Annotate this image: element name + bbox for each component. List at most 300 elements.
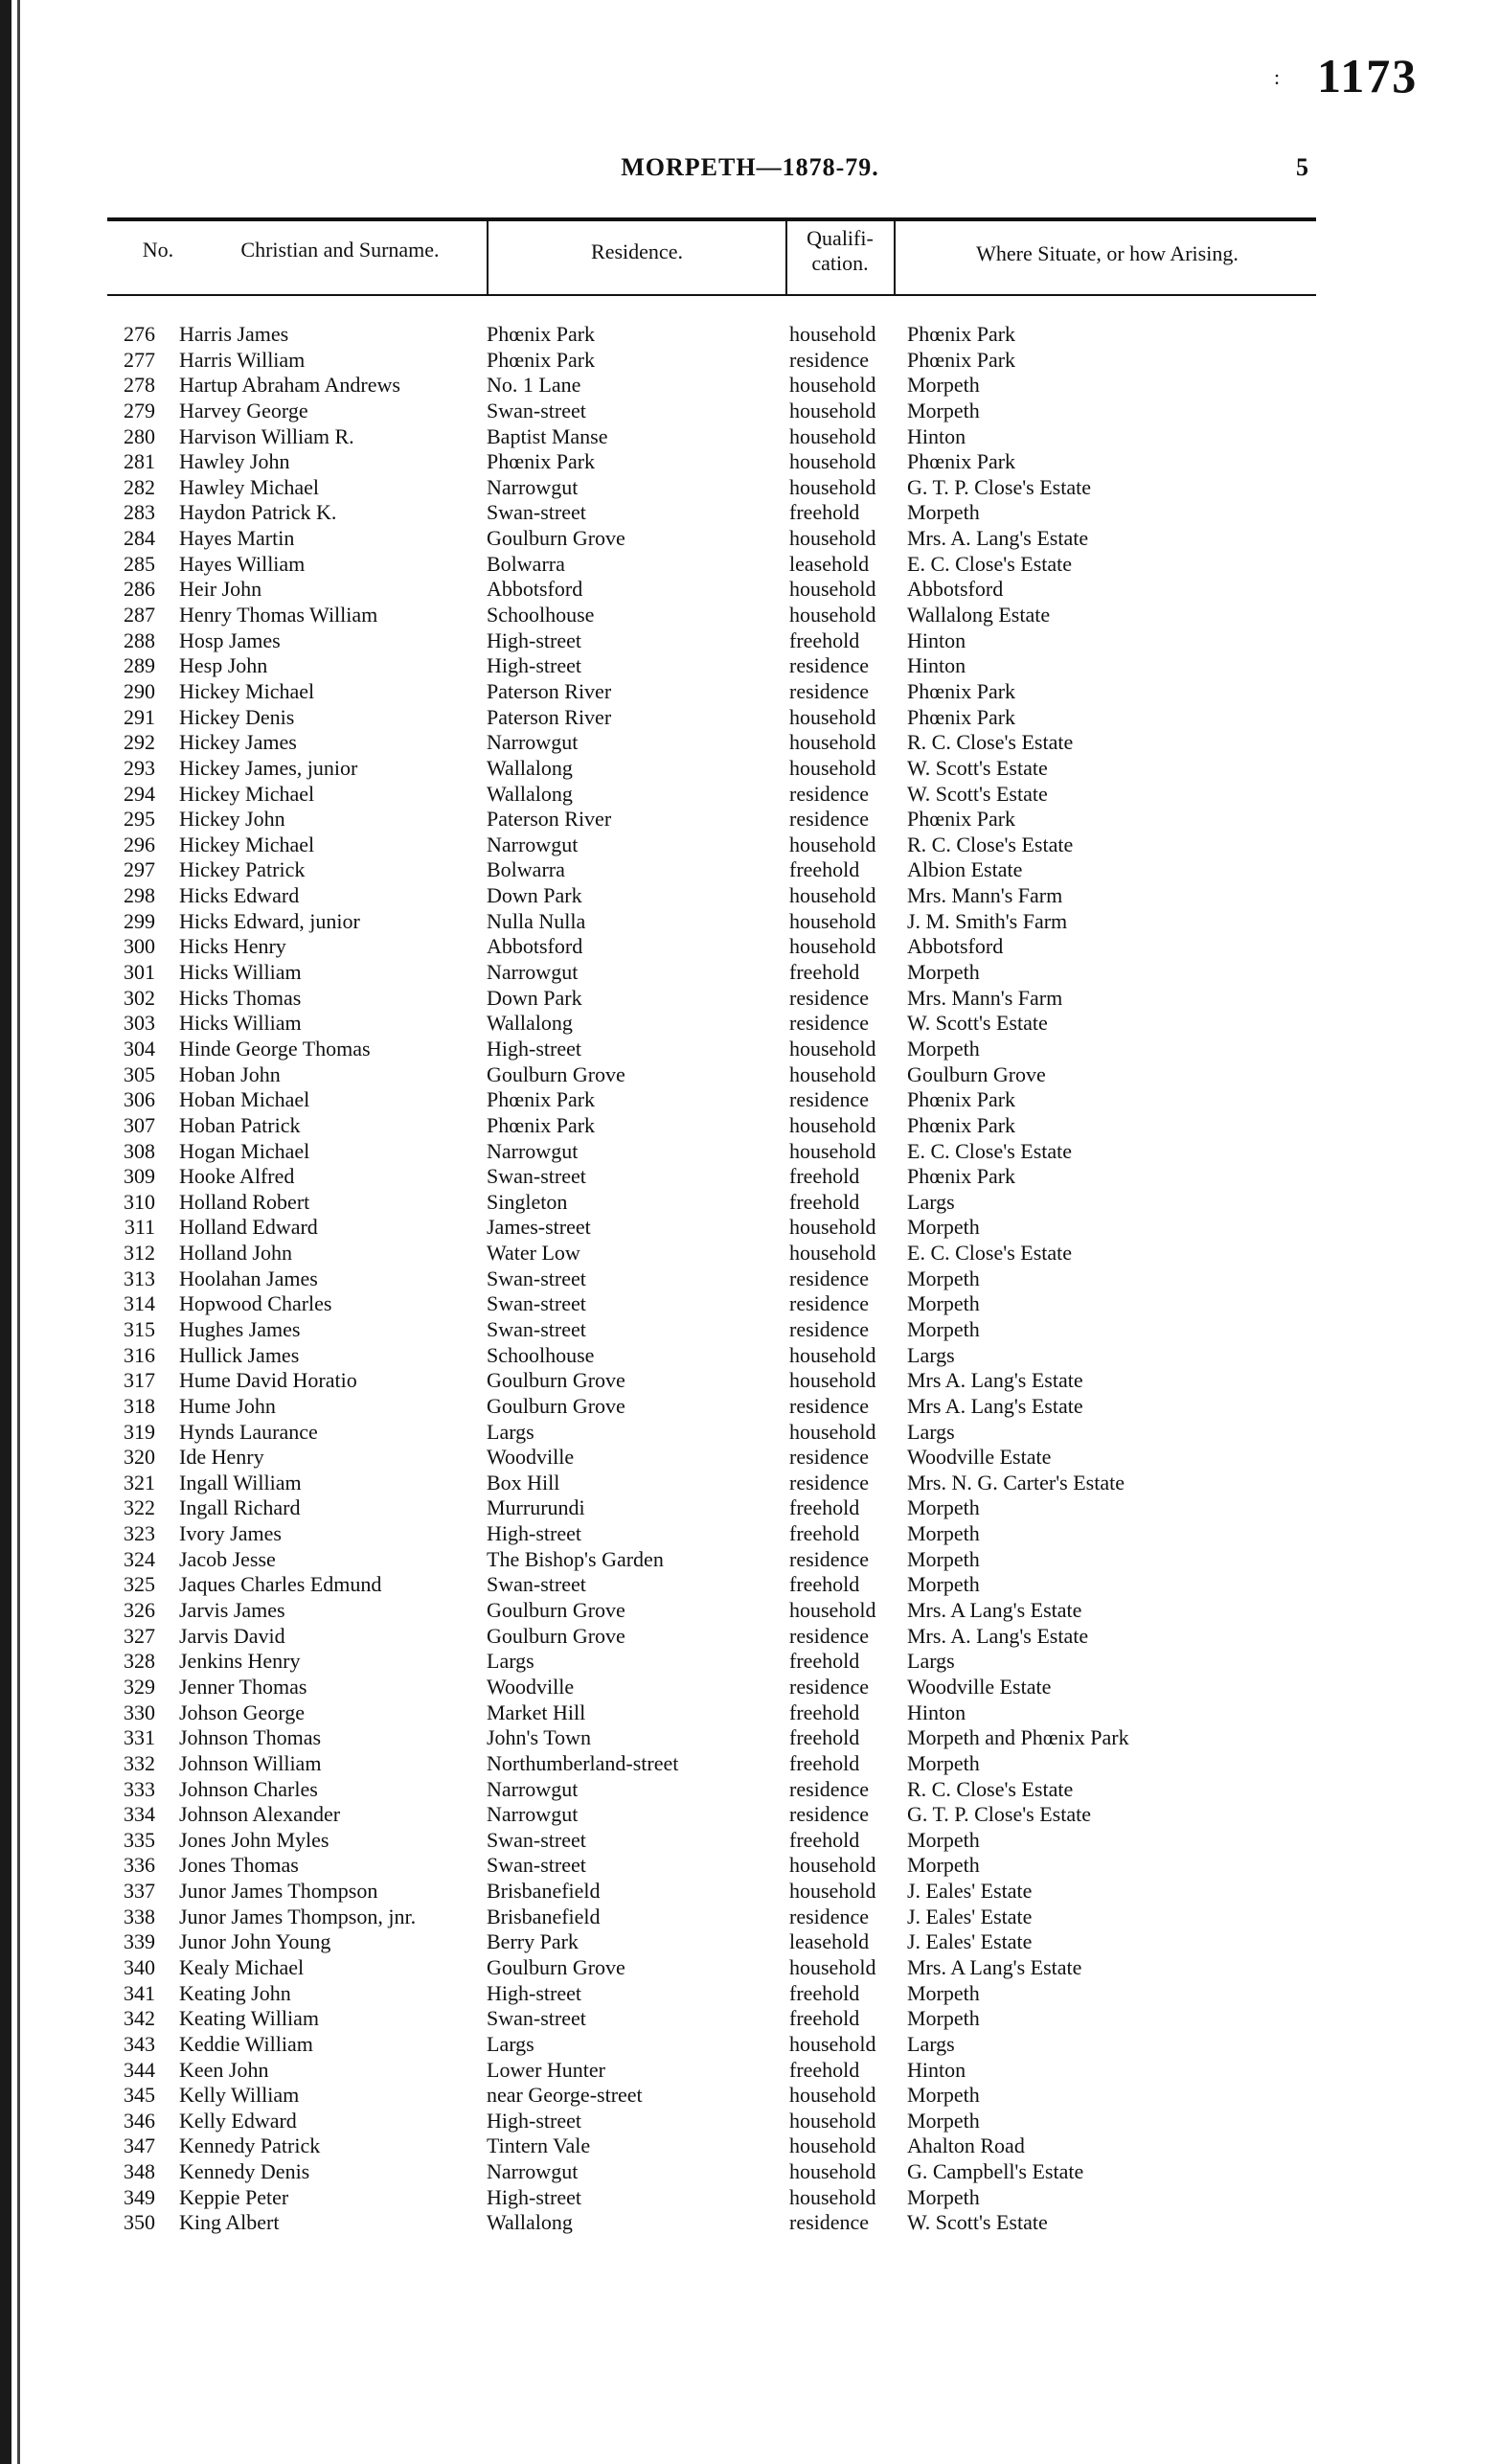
entry-number: 300 <box>124 934 155 959</box>
table-row <box>0 399 1500 424</box>
entry-qualification: household <box>789 1853 876 1878</box>
entry-residence: Wallalong <box>487 2210 573 2235</box>
table-row <box>0 1394 1500 1420</box>
table-row <box>0 1037 1500 1062</box>
entry-qualification: freehold <box>789 1189 860 1214</box>
entry-name: Hickey James, junior <box>179 755 358 780</box>
entry-residence: High-street <box>487 627 581 652</box>
entry-residence: Goulburn Grove <box>487 1368 625 1393</box>
entry-number: 276 <box>124 322 155 346</box>
entry-name: Hoban Michael <box>179 1087 310 1112</box>
entry-residence: Wallalong <box>487 781 573 806</box>
table-row <box>0 1317 1500 1343</box>
entry-number: 302 <box>124 985 155 1010</box>
entry-where-situate: Morpeth <box>907 1853 980 1878</box>
entry-residence: Goulburn Grove <box>487 526 625 551</box>
entry-qualification: freehold <box>789 1980 860 2005</box>
entry-where-situate: Morpeth <box>907 1750 980 1775</box>
entry-number: 335 <box>124 1827 155 1852</box>
entry-name: Haydon Patrick K. <box>179 500 337 525</box>
entry-name: Hickey Michael <box>179 832 315 856</box>
entry-residence: Down Park <box>487 985 582 1010</box>
table-row <box>0 1087 1500 1113</box>
table-row <box>0 1215 1500 1241</box>
entry-name: Hume John <box>179 1393 276 1418</box>
entry-residence: Tintern Vale <box>487 2133 591 2158</box>
entry-name: Hickey Patrick <box>179 857 306 882</box>
entry-where-situate: Morpeth <box>907 500 980 525</box>
entry-qualification: residence <box>789 1393 870 1418</box>
entry-name: Junor James Thompson, jnr. <box>179 1904 417 1928</box>
table-row <box>0 1420 1500 1446</box>
entry-name: Hickey Michael <box>179 678 315 703</box>
table-row <box>0 909 1500 935</box>
entry-qualification: freehold <box>789 960 860 985</box>
entry-where-situate: Morpeth <box>907 1521 980 1546</box>
table-row <box>0 1572 1500 1598</box>
entry-residence: No. 1 Lane <box>487 373 581 398</box>
entry-name: Holland Edward <box>179 1215 318 1240</box>
entry-name: Kennedy Denis <box>179 2159 310 2184</box>
entry-qualification: residence <box>789 1776 870 1801</box>
entry-number: 339 <box>124 1929 155 1954</box>
table-row <box>0 322 1500 348</box>
entry-qualification: residence <box>789 985 870 1010</box>
entry-residence: John's Town <box>487 1725 591 1750</box>
entry-residence: Market Hill <box>487 1700 586 1724</box>
entry-residence: Goulburn Grove <box>487 1955 625 1979</box>
entry-residence: Brisbanefield <box>487 1904 601 1928</box>
table-row <box>0 500 1500 526</box>
table-row <box>0 373 1500 399</box>
entry-residence: Bolwarra <box>487 551 565 576</box>
entry-where-situate: Hinton <box>907 627 966 652</box>
entry-where-situate: Phœnix Park <box>907 704 1016 729</box>
entry-number: 291 <box>124 704 155 729</box>
sheet-number: 5 <box>1296 153 1308 181</box>
entry-name: Keating William <box>179 2006 319 2031</box>
entry-number: 328 <box>124 1649 155 1674</box>
entry-qualification: household <box>789 1036 876 1061</box>
table-row <box>0 1164 1500 1190</box>
entry-residence: Swan-street <box>487 1164 586 1189</box>
entry-qualification: household <box>789 1215 876 1240</box>
table-row <box>0 2159 1500 2185</box>
entry-number: 344 <box>124 2057 155 2082</box>
entry-where-situate: Hinton <box>907 653 966 678</box>
entry-name: Jones Thomas <box>179 1853 299 1878</box>
entry-residence: Box Hill <box>487 1470 560 1494</box>
entry-number: 324 <box>124 1546 155 1571</box>
entry-where-situate: J. Eales' Estate <box>907 1929 1033 1954</box>
entry-number: 349 <box>124 2184 155 2209</box>
table-row <box>0 1471 1500 1496</box>
entry-number: 280 <box>124 423 155 448</box>
entry-where-situate: Albion Estate <box>907 857 1023 882</box>
entry-qualification: residence <box>789 347 870 372</box>
entry-name: Hicks William <box>179 1011 302 1036</box>
entry-where-situate: Woodville Estate <box>907 1445 1052 1470</box>
entry-qualification: household <box>789 934 876 959</box>
entry-where-situate: Morpeth <box>907 1495 980 1520</box>
table-row <box>0 1521 1500 1547</box>
entry-qualification: residence <box>789 678 870 703</box>
table-row <box>0 449 1500 475</box>
entry-residence: Phœnix Park <box>487 347 596 372</box>
entry-qualification: freehold <box>789 1725 860 1750</box>
entry-qualification: leasehold <box>789 1929 870 1954</box>
entry-name: Kelly William <box>179 2083 300 2108</box>
entry-number: 329 <box>124 1674 155 1699</box>
table-row <box>0 1624 1500 1650</box>
entry-number: 321 <box>124 1470 155 1494</box>
entry-name: Jaques Charles Edmund <box>179 1572 382 1597</box>
entry-where-situate: W. Scott's Estate <box>907 1011 1048 1036</box>
entry-qualification: household <box>789 603 876 627</box>
entry-where-situate: Goulburn Grove <box>907 1061 1046 1086</box>
table-row <box>0 1343 1500 1369</box>
entry-name: Jarvis David <box>179 1623 285 1648</box>
entry-where-situate: Morpeth <box>907 1036 980 1061</box>
entry-qualification: household <box>789 322 876 346</box>
entry-where-situate: Abbotsford <box>907 934 1004 959</box>
entry-qualification: household <box>789 908 876 933</box>
entry-name: Ide Henry <box>179 1445 264 1470</box>
entry-number: 310 <box>124 1189 155 1214</box>
entry-qualification: residence <box>789 1623 870 1648</box>
table-row <box>0 1929 1500 1955</box>
entry-number: 332 <box>124 1750 155 1775</box>
entry-residence: Narrowgut <box>487 2159 579 2184</box>
entry-number: 277 <box>124 347 155 372</box>
entry-qualification: residence <box>789 1316 870 1341</box>
entry-where-situate: E. C. Close's Estate <box>907 1241 1073 1266</box>
entry-where-situate: Morpeth <box>907 373 980 398</box>
entry-where-situate: Phœnix Park <box>907 807 1016 832</box>
entry-name: Holland John <box>179 1241 292 1266</box>
table-row <box>0 705 1500 731</box>
entry-residence: The Bishop's Garden <box>487 1546 664 1571</box>
table-row <box>0 1828 1500 1854</box>
entry-name: Hoolahan James <box>179 1266 318 1290</box>
entry-residence: Paterson River <box>487 807 612 832</box>
page-mark: : <box>1274 65 1281 89</box>
entry-where-situate: Largs <box>907 2031 955 2056</box>
table-row <box>0 1190 1500 1216</box>
entry-name: Hayes Martin <box>179 526 295 551</box>
table-row <box>0 730 1500 756</box>
entry-name: Hawley John <box>179 449 290 474</box>
table-row <box>0 1955 1500 1981</box>
table-row <box>0 1853 1500 1879</box>
entry-name: Hughes James <box>179 1316 301 1341</box>
entry-residence: High-street <box>487 2108 581 2133</box>
entry-name: Hartup Abraham Andrews <box>179 373 400 398</box>
entry-where-situate: Phœnix Park <box>907 449 1016 474</box>
entry-residence: Water Low <box>487 1241 580 1266</box>
entry-number: 319 <box>124 1419 155 1444</box>
entry-name: Harris William <box>179 347 306 372</box>
entry-residence: Narrowgut <box>487 960 579 985</box>
entry-qualification: residence <box>789 1904 870 1928</box>
entry-where-situate: Morpeth <box>907 1266 980 1290</box>
entry-number: 289 <box>124 653 155 678</box>
entry-number: 350 <box>124 2210 155 2235</box>
entry-number: 294 <box>124 781 155 806</box>
entry-where-situate: Mrs. Mann's Farm <box>907 985 1063 1010</box>
entry-qualification: residence <box>789 1470 870 1494</box>
table-row <box>0 552 1500 578</box>
entry-qualification: household <box>789 1061 876 1086</box>
entry-residence: Narrowgut <box>487 1802 579 1827</box>
entry-number: 297 <box>124 857 155 882</box>
entry-qualification: residence <box>789 1291 870 1316</box>
entry-name: Hopwood Charles <box>179 1291 332 1316</box>
entry-qualification: freehold <box>789 1827 860 1852</box>
entry-residence: Narrowgut <box>487 832 579 856</box>
entry-name: Johnson Alexander <box>179 1802 341 1827</box>
entry-number: 338 <box>124 1904 155 1928</box>
entry-residence: Goulburn Grove <box>487 1061 625 1086</box>
table-row <box>0 1751 1500 1777</box>
entry-number: 306 <box>124 1087 155 1112</box>
entry-where-situate: Woodville Estate <box>907 1674 1052 1699</box>
entry-qualification: residence <box>789 1674 870 1699</box>
entry-name: Hume David Horatio <box>179 1368 357 1393</box>
entry-qualification: freehold <box>789 1521 860 1546</box>
entry-number: 345 <box>124 2083 155 2108</box>
entry-where-situate: Mrs A. Lang's Estate <box>907 1393 1083 1418</box>
table-row <box>0 2133 1500 2159</box>
entry-residence: Woodville <box>487 1445 575 1470</box>
entry-name: Hogan Michael <box>179 1138 310 1163</box>
entry-number: 326 <box>124 1598 155 1623</box>
entry-where-situate: R. C. Close's Estate <box>907 832 1074 856</box>
entry-residence: Nulla Nulla <box>487 908 586 933</box>
entry-number: 303 <box>124 1011 155 1036</box>
entry-name: Johnson Thomas <box>179 1725 322 1750</box>
table-row <box>0 1598 1500 1624</box>
page-title: MORPETH—1878-79. <box>621 153 879 181</box>
entry-residence: Goulburn Grove <box>487 1393 625 1418</box>
entry-where-situate: Phœnix Park <box>907 347 1016 372</box>
entry-name: Hicks Edward <box>179 883 300 908</box>
entry-residence: High-street <box>487 2184 581 2209</box>
entry-residence: Murrurundi <box>487 1495 585 1520</box>
entry-where-situate: Mrs. A. Lang's Estate <box>907 526 1089 551</box>
entry-qualification: freehold <box>789 1649 860 1674</box>
entry-name: Hoban Patrick <box>179 1112 301 1137</box>
entry-name: Hesp John <box>179 653 268 678</box>
table-row <box>0 1981 1500 2007</box>
entry-residence: Paterson River <box>487 678 612 703</box>
entry-qualification: household <box>789 755 876 780</box>
entry-qualification: residence <box>789 781 870 806</box>
entry-where-situate: Phœnix Park <box>907 1164 1016 1189</box>
entry-name: Hickey John <box>179 807 285 832</box>
entry-name: Kealy Michael <box>179 1955 305 1979</box>
entry-residence: Schoolhouse <box>487 603 595 627</box>
entry-number: 330 <box>124 1700 155 1724</box>
entry-number: 287 <box>124 603 155 627</box>
entry-residence: Goulburn Grove <box>487 1598 625 1623</box>
entry-qualification: freehold <box>789 1495 860 1520</box>
column-header-name: Christian and Surname. <box>240 238 440 262</box>
table-row <box>0 1725 1500 1751</box>
column-header-qualification: Qualifi-cation. <box>807 226 874 275</box>
entry-residence: Wallalong <box>487 1011 573 1036</box>
table-row <box>0 526 1500 552</box>
entry-number: 305 <box>124 1061 155 1086</box>
entry-where-situate: Morpeth <box>907 1316 980 1341</box>
entry-residence: near George-street <box>487 2083 643 2108</box>
entry-where-situate: Morpeth <box>907 1546 980 1571</box>
entry-number: 343 <box>124 2031 155 2056</box>
entry-residence: Swan-street <box>487 1266 586 1290</box>
entry-number: 299 <box>124 908 155 933</box>
entry-number: 308 <box>124 1138 155 1163</box>
entry-residence: Swan-street <box>487 1853 586 1878</box>
entry-qualification: household <box>789 474 876 499</box>
entry-number: 301 <box>124 960 155 985</box>
entry-number: 312 <box>124 1241 155 1266</box>
entry-residence: Northumberland-street <box>487 1750 679 1775</box>
entry-where-situate: Morpeth <box>907 1572 980 1597</box>
table-row <box>0 986 1500 1012</box>
entry-where-situate: Phœnix Park <box>907 1087 1016 1112</box>
entry-where-situate: W. Scott's Estate <box>907 2210 1048 2235</box>
entry-name: Hicks Henry <box>179 934 286 959</box>
entry-residence: Phœnix Park <box>487 449 596 474</box>
entry-number: 336 <box>124 1853 155 1878</box>
entry-residence: Largs <box>487 1649 534 1674</box>
table-row <box>0 857 1500 883</box>
entry-where-situate: Ahalton Road <box>907 2133 1025 2158</box>
entry-number: 327 <box>124 1623 155 1648</box>
entry-number: 298 <box>124 883 155 908</box>
entry-name: Kennedy Patrick <box>179 2133 321 2158</box>
entry-qualification: household <box>789 449 876 474</box>
entry-qualification: household <box>789 730 876 755</box>
entry-where-situate: E. C. Close's Estate <box>907 551 1073 576</box>
entry-where-situate: Morpeth <box>907 398 980 422</box>
entry-residence: Paterson River <box>487 704 612 729</box>
entry-name: Henry Thomas William <box>179 603 378 627</box>
entry-name: Jenkins Henry <box>179 1649 301 1674</box>
entry-where-situate: Hinton <box>907 1700 966 1724</box>
table-row <box>0 1266 1500 1292</box>
entry-number: 348 <box>124 2159 155 2184</box>
entry-number: 317 <box>124 1368 155 1393</box>
table-row <box>0 756 1500 782</box>
entry-name: Heir John <box>179 577 262 602</box>
entry-name: Johson George <box>179 1700 305 1724</box>
entry-number: 331 <box>124 1725 155 1750</box>
entry-qualification: freehold <box>789 1700 860 1724</box>
entry-where-situate: R. C. Close's Estate <box>907 1776 1074 1801</box>
entry-where-situate: Phœnix Park <box>907 1112 1016 1137</box>
entry-name: Harvison William R. <box>179 423 354 448</box>
entry-where-situate: Phœnix Park <box>907 322 1016 346</box>
entry-number: 323 <box>124 1521 155 1546</box>
entry-number: 309 <box>124 1164 155 1189</box>
entry-name: Johnson William <box>179 1750 322 1775</box>
entry-where-situate: J. Eales' Estate <box>907 1904 1033 1928</box>
entry-qualification: household <box>789 832 876 856</box>
entry-qualification: household <box>789 577 876 602</box>
entry-where-situate: Morpeth <box>907 2184 980 2209</box>
table-row <box>0 1802 1500 1828</box>
entry-name: King Albert <box>179 2210 280 2235</box>
table-row <box>0 2032 1500 2058</box>
entry-name: Holland Robert <box>179 1189 310 1214</box>
entry-name: Hickey Denis <box>179 704 295 729</box>
entry-qualification: household <box>789 1241 876 1266</box>
entry-name: Harris James <box>179 322 289 346</box>
entry-number: 322 <box>124 1495 155 1520</box>
entry-number: 307 <box>124 1112 155 1137</box>
entry-qualification: household <box>789 1112 876 1137</box>
entry-qualification: household <box>789 1342 876 1367</box>
entry-name: Hosp James <box>179 627 281 652</box>
entry-qualification: household <box>789 2031 876 2056</box>
entry-qualification: freehold <box>789 2057 860 2082</box>
entry-qualification: residence <box>789 1445 870 1470</box>
entry-where-situate: W. Scott's Estate <box>907 781 1048 806</box>
table-row <box>0 679 1500 705</box>
entry-name: Jenner Thomas <box>179 1674 307 1699</box>
entry-residence: High-street <box>487 653 581 678</box>
column-divider <box>894 221 896 294</box>
table-row <box>0 2210 1500 2236</box>
entry-number: 315 <box>124 1316 155 1341</box>
table-row <box>0 1291 1500 1317</box>
entry-number: 318 <box>124 1393 155 1418</box>
entry-where-situate: Morpeth <box>907 2108 980 2133</box>
entry-residence: Brisbanefield <box>487 1879 601 1904</box>
entry-name: Junor James Thompson <box>179 1879 378 1904</box>
entry-where-situate: Hinton <box>907 423 966 448</box>
entry-where-situate: J. M. Smith's Farm <box>907 908 1068 933</box>
table-row <box>0 1113 1500 1139</box>
entry-name: Keddie William <box>179 2031 313 2056</box>
entry-residence: Schoolhouse <box>487 1342 595 1367</box>
entry-name: Hayes William <box>179 551 306 576</box>
entry-number: 293 <box>124 755 155 780</box>
entry-number: 342 <box>124 2006 155 2031</box>
entry-where-situate: Mrs. Mann's Farm <box>907 883 1063 908</box>
entry-where-situate: J. Eales' Estate <box>907 1879 1033 1904</box>
entry-qualification: household <box>789 704 876 729</box>
entry-residence: Goulburn Grove <box>487 1623 625 1648</box>
entry-residence: High-street <box>487 1980 581 2005</box>
table-row <box>0 1241 1500 1266</box>
table-row <box>0 1062 1500 1088</box>
entry-name: Ivory James <box>179 1521 282 1546</box>
entry-qualification: freehold <box>789 857 860 882</box>
entry-name: Jarvis James <box>179 1598 285 1623</box>
entry-qualification: household <box>789 2133 876 2158</box>
entry-name: Hicks William <box>179 960 302 985</box>
table-row <box>0 1700 1500 1726</box>
entry-residence: Lower Hunter <box>487 2057 606 2082</box>
entry-residence: Wallalong <box>487 755 573 780</box>
entry-qualification: household <box>789 1598 876 1623</box>
table-row <box>0 2083 1500 2109</box>
table-row <box>0 577 1500 603</box>
entry-qualification: household <box>789 883 876 908</box>
table-row <box>0 1879 1500 1905</box>
